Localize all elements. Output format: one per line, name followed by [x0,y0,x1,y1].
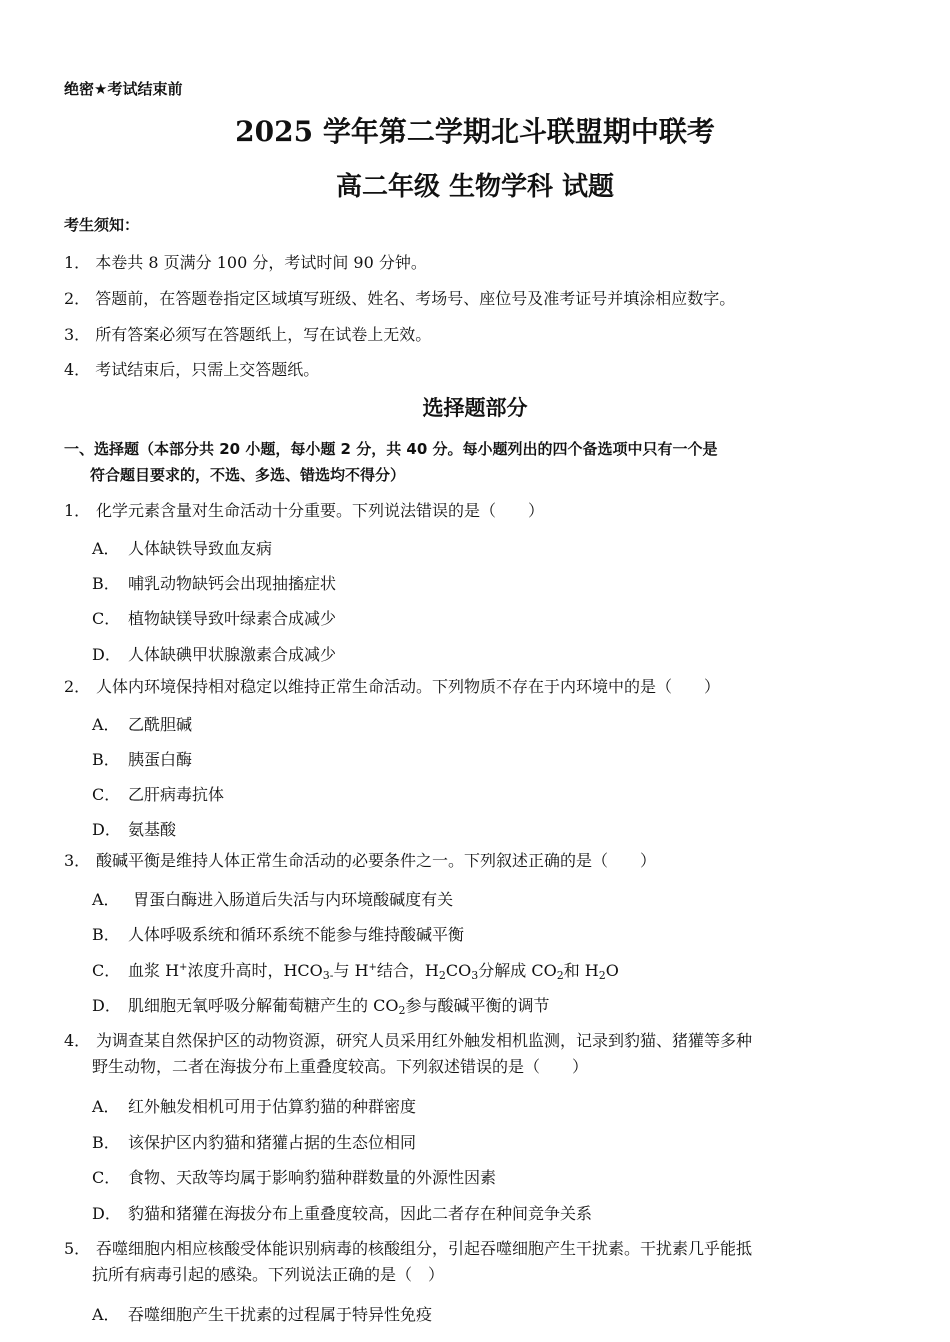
exam-subtitle: 高二年级 生物学科 试题 [335,172,615,202]
question-4-stem [64,1028,884,1080]
q1-option-d: D． 人体缺碘甲状腺激素合成减少 [92,645,337,664]
question-text: 化学元素含量对生命活动十分重要。下列说法错误的是（ ） [96,501,545,520]
question-number: 5． [64,1239,91,1258]
notice-heading: 考生须知： [64,216,140,234]
part-instructions-line2: 符合题目要求的，不选、多选、错选均不得分） [90,466,406,484]
question-number: 2． [64,677,91,696]
secret-label: 绝密★考试结束前 [64,80,183,98]
q3-option-a: A． 胃蛋白酶进入肠道后失活与内环境酸碱度有关 [92,890,454,909]
question-text-cont: 抗所有病毒引起的感染。下列说法正确的是（ ） [92,1265,445,1284]
question-5-stem [64,1236,884,1288]
q3-option-b: B． 人体呼吸系统和循环系统不能参与维持酸碱平衡 [92,925,465,944]
question-text-cont: 野生动物，二者在海拔分布上重叠度较高。下列叙述错误的是（ ） [92,1057,589,1076]
q4-option-d: D． 豹猫和猪獾在海拔分布上重叠度较高，因此二者存在种间竞争关系 [92,1204,593,1223]
notice-item: 3． 所有答案必须写在答题纸上，写在试卷上无效。 [64,325,432,344]
q4-option-b: B． 该保护区内豹猫和猪獾占据的生态位相同 [92,1133,417,1152]
question-text: 为调查某自然保护区的动物资源，研究人员采用红外触发相机监测，记录到豹猫、猪獾等多种 [96,1031,753,1050]
question-1-stem [64,498,884,524]
part-instructions-line1: 一、选择题（本部分共 20 小题，每小题 2 分，共 40 分。每小题列出的四个备选项中只有一个是 [64,440,718,458]
exam-title: 2025 学年第二学期北斗联盟期中联考 [235,115,715,148]
q4-option-c: C． 食物、天敌等均属于影响豹猫种群数量的外源性因素 [92,1168,497,1187]
q2-option-b: B． 胰蛋白酶 [92,750,193,769]
q3-option-c: C． 血浆 H+浓度升高时，$HCO_{3-}$与 H+结合，$H_2CO_3$分解成 $CO_2$和 $H_2O$ [92,961,619,982]
q1-option-b: B． 哺乳动物缺钙会出现抽搐症状 [92,574,337,593]
q4-option-a: A． 红外触发相机可用于估算豹猫的种群密度 [92,1097,417,1116]
q1-option-a: A． 人体缺铁导致血友病 [92,539,273,558]
notice-item: 4． 考试结束后，只需上交答题纸。 [64,360,320,379]
question-3-stem [64,848,884,874]
section-title: 选择题部分 [422,395,528,420]
q2-option-c: C． 乙肝病毒抗体 [92,785,225,804]
q3-option-d: D． 肌细胞无氧呼吸分解葡萄糖产生的 $CO_2$参与酸碱平衡的调节 [92,996,550,1017]
question-number: 4． [64,1031,91,1050]
q1-option-c: C． 植物缺镁导致叶绿素合成减少 [92,609,337,628]
q2-option-a: A． 乙酰胆碱 [92,715,193,734]
question-2-stem [64,674,884,700]
question-number: 3． [64,851,91,870]
q2-option-d: D． 氨基酸 [92,820,177,839]
notice-item: 2． 答题前，在答题卷指定区域填写班级、姓名、考场号、座位号及准考证号并填涂相应数字。 [64,289,736,308]
q5-option-a: A． 吞噬细胞产生干扰素的过程属于特异性免疫 [92,1305,433,1324]
question-text: 酸碱平衡是维持人体正常生命活动的必要条件之一。下列叙述正确的是（ ） [96,851,657,870]
question-text: 吞噬细胞内相应核酸受体能识别病毒的核酸组分，引起吞噬细胞产生干扰素。干扰素几乎能抵 [96,1239,753,1258]
notice-item: 1． 本卷共 8 页满分 100 分，考试时间 90 分钟。 [64,253,427,272]
part-instructions [64,436,894,488]
question-number: 1． [64,501,91,520]
question-text: 人体内环境保持相对稳定以维持正常生命活动。下列物质不存在于内环境中的是（ ） [96,677,721,696]
